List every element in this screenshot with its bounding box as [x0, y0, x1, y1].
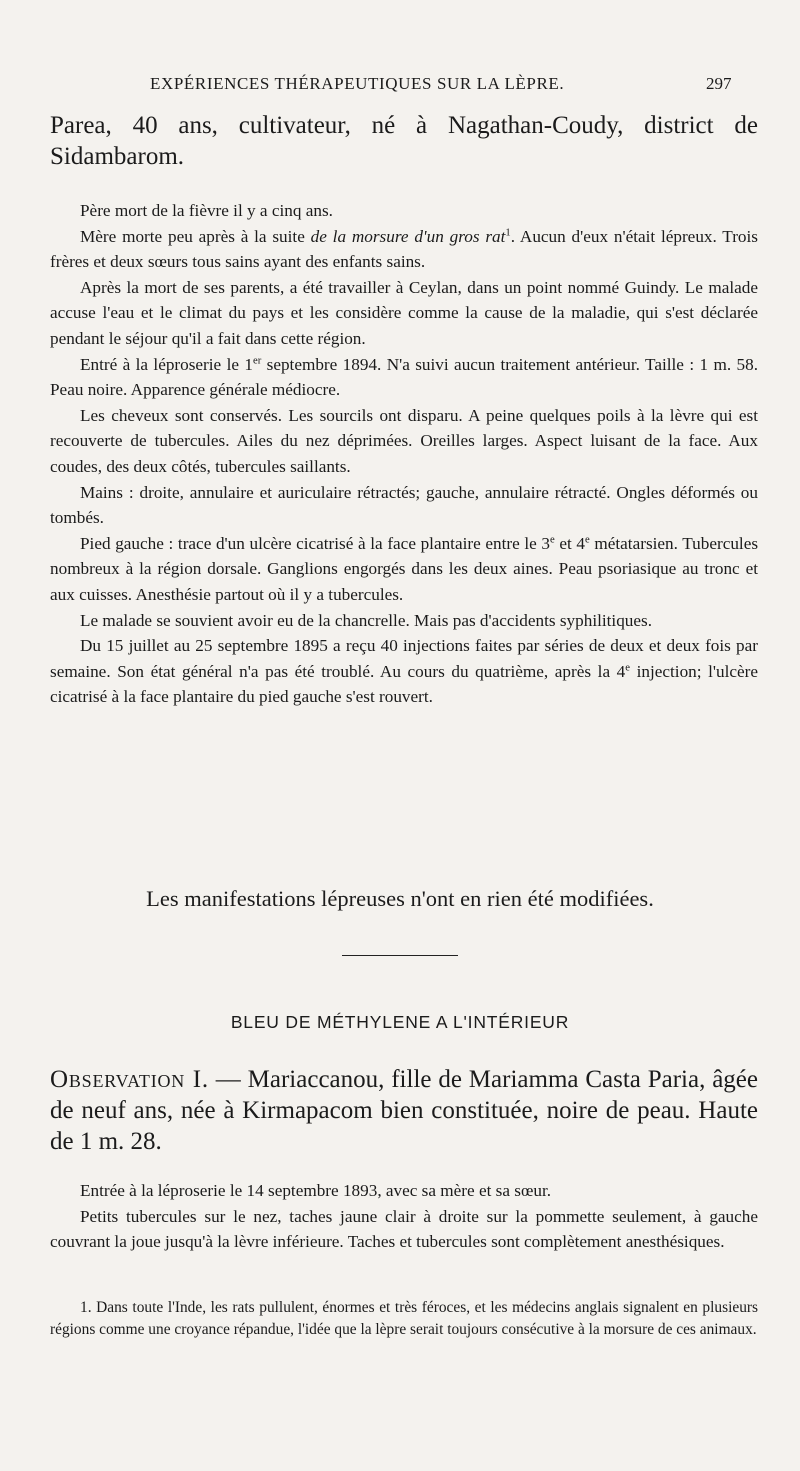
paragraph-treatment [50, 633, 758, 710]
observation-intro [50, 1064, 758, 1157]
paragraph-foot [50, 531, 758, 608]
section-divider [342, 955, 458, 956]
footnote: 1. Dans toute l'Inde, les rats pullulent, énormes et très féroces, et les médecins anglais signalent en plusieurs régions comme une croyance répandue, l'idée que la lèpre serait toujours consécutive à la morsure de ces animaux. [50, 1299, 758, 1338]
text-run: Entré à la léproserie le 1 [80, 354, 253, 374]
text-run: Du 15 juillet au 25 septembre 1895 a reçu 40 injections faites par séries de deux et deux fois par semaine. Son état général n'a pas été troublé. Au cours du quatrième, après la 4 [50, 636, 758, 681]
paragraph-father: Père mort de la fièvre il y a cinq ans. [80, 201, 333, 220]
paragraph-observation-signs: Petits tubercules sur le nez, taches jaune clair à droite sur la pommette seulement, à gauche couvrant la joue jusqu'à la lèvre inférieure. Taches et tubercules sont complètement anesthésiques. [50, 1206, 758, 1252]
case-intro-block [50, 110, 758, 172]
page-header [0, 74, 800, 104]
superscript: e [550, 533, 555, 545]
observation-body [50, 1178, 758, 1255]
text-run: Pied gauche : trace d'un ulcère cicatrisé à la face plantaire entre le 3 [80, 533, 550, 553]
paragraph-hair: Les cheveux sont conservés. Les sourcils ont disparu. A peine quelques poils à la lèvre qui est recouverte de tubercules. Ailes du nez déprimées. Oreilles larges. Aspect luisant de la face. Aux coudes, des deux côtés, tubercules saillants. [50, 405, 758, 476]
text-run: . Aucun d'eux n'était lépreux. Trois frères et deux sœurs tous sains ayant des enfants sains. [50, 226, 758, 272]
paragraph-observation-admission: Entrée à la léproserie le 14 septembre 1893, avec sa mère et sa sœur. [80, 1181, 552, 1200]
text-run: septembre 1894. N'a suivi aucun traitement antérieur. Taille : 1 m. 58. Peau noire. Apparence générale médiocre. [50, 354, 759, 400]
paragraph-mother [50, 224, 758, 275]
text-run: injection; l'ulcère cicatrisé à la face plantaire du pied gauche s'est rouvert. [50, 661, 759, 707]
superscript: e [625, 661, 631, 673]
case-body [50, 198, 758, 710]
running-title: EXPÉRIENCES THÉRAPEUTIQUES SUR LA LÈPRE. [150, 74, 565, 93]
paragraph-hands: Mains : droite, annulaire et auriculaire rétractés; gauche, annulaire rétracté. Ongles déformés ou tombés. [50, 482, 758, 528]
footnote-marker: 1 [505, 226, 511, 238]
observation-label: Observation I. [50, 1066, 209, 1093]
case-intro: Parea, 40 ans, cultivateur, né à Nagathan-Coudy, district de Sidambarom. [50, 112, 758, 170]
observation-intro-block [50, 1064, 758, 1157]
conclusion: Les manifestations lépreuses n'ont en rien été modifiées. [146, 886, 654, 911]
paragraph-ceylan: Après la mort de ses parents, a été travailler à Ceylan, dans un point nommé Guindy. Le malade accuse l'eau et le climat du pays et les considère comme la cause de la maladie, qui s'est déclarée pendant le séjour qu'il a fait dans cette région. [50, 277, 758, 348]
page-number: 297 [706, 74, 732, 93]
superscript: er [252, 354, 262, 366]
text-run: et 4 [554, 533, 586, 553]
footnote-block [50, 1297, 758, 1341]
superscript: e [585, 533, 590, 545]
text-run: Mère morte peu après à la suite [80, 226, 311, 246]
paragraph-history: Le malade se souvient avoir eu de la chancrelle. Mais pas d'accidents syphilitiques. [80, 610, 653, 630]
observation-text: — Mariaccanou, fille de Mariamma Casta Paria, âgée de neuf ans, née à Kirmapacom bien constituée, noire de peau. Haute de 1 m. 28. [50, 1066, 758, 1155]
italic-phrase: de la morsure d'un gros rat [310, 226, 506, 246]
section-heading: BLEU DE MÉTHYLENE A L'INTÉRIEUR [230, 1012, 570, 1032]
text-run: métatarsien. Tubercules nombreux à la région dorsale. Ganglions engorgés dans les deux aines. Peau psoriasique au tronc et aux cuisses. Anesthésie partout où il y a tubercules. [50, 533, 759, 604]
paragraph-admission [50, 352, 758, 403]
